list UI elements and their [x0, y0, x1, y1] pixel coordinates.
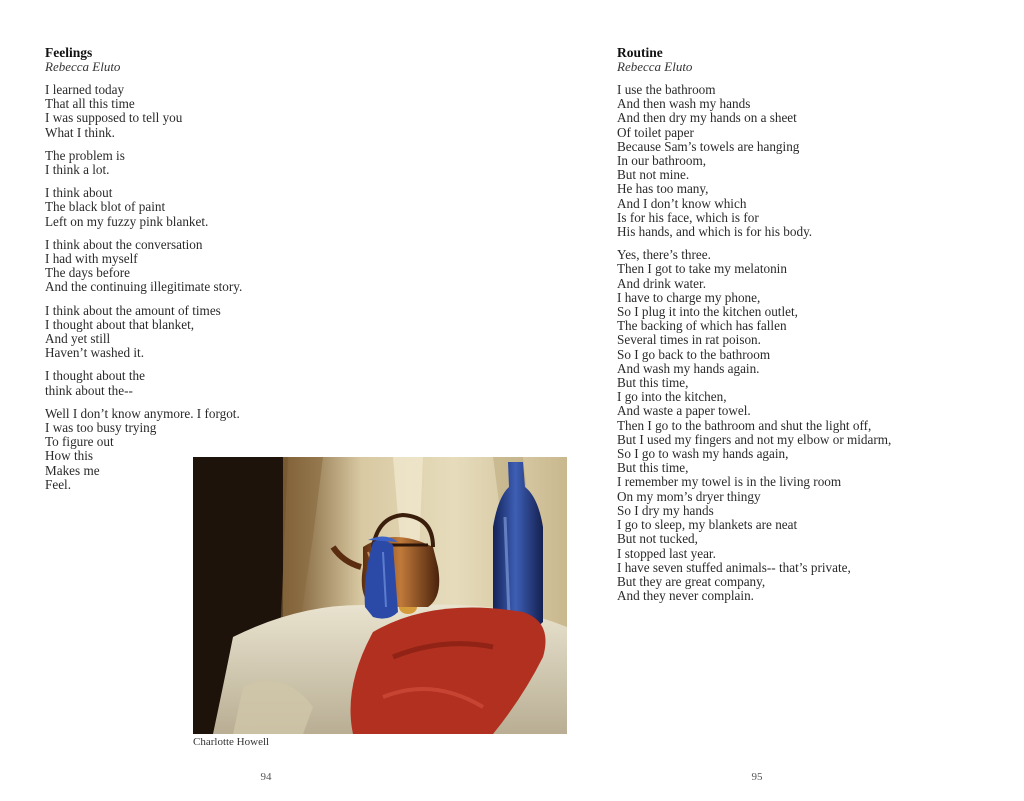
poem-line: And yet still [45, 331, 111, 347]
poem-line: I had with myself [45, 251, 138, 267]
poem-line: I go into the kitchen, [617, 389, 727, 405]
poem-line: That all this time [45, 96, 135, 112]
page-number: 95 [751, 771, 763, 783]
poem-line: I thought about that blanket, [45, 316, 195, 332]
poem-line: His hands, and which is for his body. [617, 224, 813, 240]
poem-line: And the continuing illegitimate story. [45, 279, 243, 295]
poem-line: Well I don’t know anymore. I forgot. [45, 405, 240, 421]
poem-line: I use the bathroom [617, 82, 716, 97]
poem-line: But I used my fingers and not my elbow or midarm, [617, 431, 892, 447]
page-number: 94 [260, 771, 272, 783]
poem-stanza [617, 248, 1017, 603]
poem-line: I have seven stuffed animals-- that’s private, [617, 559, 851, 575]
poem-line: So I go back to the bathroom [617, 346, 771, 362]
poem-stanza [45, 369, 485, 397]
poem-line: I think about the amount of times [45, 302, 221, 318]
poem-line: I thought about the [45, 368, 145, 384]
poem-line: He has too many, [617, 181, 709, 197]
poem-line: I have to charge my phone, [617, 289, 761, 305]
poem-line: But this time, [617, 375, 689, 391]
poem-line: Then I got to take my melatonin [617, 261, 787, 277]
poem-stanza [45, 304, 485, 361]
poem-line: Makes me [45, 462, 100, 478]
poem-line: And then dry my hands on a sheet [617, 110, 797, 126]
poem-line: Yes, there’s three. [617, 247, 711, 263]
poem-line: Because Sam’s towels are hanging [617, 138, 800, 154]
poem-line: I think about [45, 185, 113, 201]
poem-line: The problem is [45, 147, 125, 163]
poem-title: Feelings [45, 45, 93, 60]
poem-line: The backing of which has fallen [617, 318, 787, 334]
poem-line: What I think. [45, 124, 115, 140]
poem-line: I remember my towel is in the living room [617, 474, 842, 490]
poem-line: And waste a paper towel. [617, 403, 751, 419]
poem-line: And wash my hands again. [617, 360, 760, 376]
poem-line: And they never complain. [617, 588, 754, 604]
poem-line: Several times in rat poison. [617, 332, 761, 348]
painting-figure [193, 457, 567, 748]
poem-line: Haven’t washed it. [45, 345, 145, 361]
poem-author: Rebecca Eluto [45, 59, 121, 74]
poem-line: So I dry my hands [617, 502, 714, 518]
poem-line: I stopped last year. [617, 545, 716, 561]
poem-stanza [45, 238, 485, 295]
poem-line: So I plug it into the kitchen outlet, [617, 304, 798, 320]
poem-stanza [617, 83, 1017, 239]
poem-stanza [45, 83, 485, 140]
poem-line: I go to sleep, my blankets are neat [617, 517, 798, 533]
poem-line: think about the-- [45, 382, 133, 398]
poem-routine [617, 45, 1017, 612]
poem-line: The days before [45, 265, 130, 281]
poem-title: Routine [617, 45, 663, 60]
poem-line: And drink water. [617, 275, 706, 291]
poem-line: How this [45, 448, 93, 464]
poem-body [45, 83, 485, 492]
poem-feelings [45, 45, 485, 501]
poem-line: But not tucked, [617, 531, 698, 547]
poem-line: So I go to wash my hands again, [617, 446, 789, 462]
poem-line: On my mom’s dryer thingy [617, 488, 761, 504]
poem-author: Rebecca Eluto [617, 59, 693, 74]
poem-line: And I don’t know which [617, 195, 747, 211]
poem-line: I was too busy trying [45, 420, 157, 436]
poem-stanza [45, 149, 485, 177]
still-life-painting [193, 457, 567, 734]
right-page [512, 0, 1024, 801]
poem-line: In our bathroom, [617, 153, 706, 169]
poem-line: Is for his face, which is for [617, 209, 759, 225]
poem-line: But this time, [617, 460, 689, 476]
poem-line: I learned today [45, 82, 125, 97]
poem-line: Feel. [45, 476, 72, 492]
poem-line: Then I go to the bathroom and shut the light off, [617, 417, 872, 433]
poem-line: Left on my fuzzy pink blanket. [45, 213, 209, 229]
poem-line: I think about the conversation [45, 236, 203, 252]
poem-line: Of toilet paper [617, 124, 694, 140]
poem-stanza [45, 186, 485, 229]
poem-line: And then wash my hands [617, 96, 751, 112]
poem-body [617, 83, 1017, 603]
painting-caption: Charlotte Howell [193, 736, 270, 748]
poem-line: I think a lot. [45, 162, 110, 178]
poem-line: But not mine. [617, 167, 690, 183]
poem-line: The black blot of paint [45, 199, 166, 215]
poem-line: To figure out [45, 434, 114, 450]
poem-line: I was supposed to tell you [45, 110, 183, 126]
poem-line: But they are great company, [617, 573, 766, 589]
